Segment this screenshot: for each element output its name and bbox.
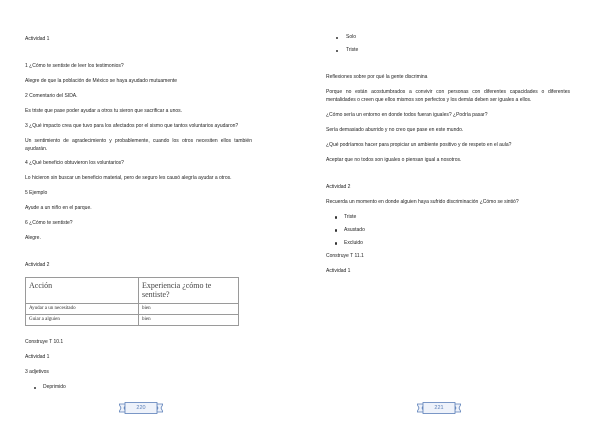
table-row (26, 315, 239, 326)
table-row (26, 304, 239, 315)
left-page-content (25, 36, 252, 397)
adjectives-list (25, 384, 252, 392)
construye-t-label: Construye T 10.1 (25, 339, 64, 346)
answer-2: Es triste que pase poder ayudar a otros tu sieron que sacrificar a unos. (25, 107, 183, 114)
table-cell-action: Guiar a alguien (26, 315, 139, 326)
right-page-content (326, 34, 570, 283)
answer-4: Lo hicieron sin buscar un beneficio material, pero de seguro les causó alegría ayudar a otros. (25, 175, 232, 182)
table-cell-feeling: bien (139, 315, 239, 326)
adjectives-list-continued (326, 34, 570, 55)
construye-t-label: Construye T 11.1 (326, 252, 364, 259)
answer-6: Alegre. (25, 235, 41, 242)
reflection-text: Porque no están acostumbrados a convivir con personas con diferentes capacidades o diferentes mentalidades o creen que ellos mismos son perfectos y los demás deben ser iguales a ellos. (326, 89, 570, 103)
activity-2-title: Actividad 2 (326, 183, 351, 190)
right-page (300, 0, 600, 424)
table-header-experience: Experiencia ¿cómo te sentiste? (139, 278, 239, 304)
list-item: Solo (326, 34, 570, 42)
experience-table (25, 277, 239, 326)
list-item: Deprimido (25, 384, 252, 392)
answer-5: Ayude a un niño en el parque. (25, 205, 92, 212)
activity-1b-title: Actividad 1 (25, 354, 50, 361)
question-classroom: ¿Qué podríamos hacer para propiciar un ambiente positivo y de respeto en el aula? (326, 141, 512, 148)
activity-2-title: Actividad 2 (25, 262, 50, 269)
page-number-ribbon (119, 401, 163, 415)
answer-1: Alegre de que la población de México se haya ayudado mutuamente (25, 77, 178, 84)
feelings-list (326, 214, 570, 248)
page-number: 220 (136, 405, 146, 411)
table-header-action: Acción (26, 278, 139, 304)
question-6: 6 ¿Cómo te sentiste? (25, 220, 73, 227)
table-cell-feeling: bien (139, 304, 239, 315)
question-4: 4 ¿Qué beneficio obtuvieron los voluntarios? (25, 160, 124, 167)
list-item: Excluido (326, 240, 570, 248)
adjectives-title: 3 adjetivos (25, 369, 49, 376)
question-2: 2 Comentario del SIDA. (25, 92, 78, 99)
page-number-ribbon (417, 401, 461, 415)
activity-1-title: Actividad 1 (326, 267, 351, 274)
table-cell-action: Ayudar a un necesitado (26, 304, 139, 315)
list-item: Triste (326, 214, 570, 222)
table-header-row (26, 278, 239, 304)
recall-question: Recuerda un momento en donde alguien haya sufrido discriminación ¿Cómo se sintió? (326, 198, 519, 205)
activity-1-title: Actividad 1 (25, 36, 50, 42)
answer-world: Sería demasiado aburrido y no creo que pase en este mundo. (326, 126, 464, 133)
page-number: 221 (434, 405, 444, 411)
question-1: 1 ¿Cómo te sentiste de leer los testimonios? (25, 62, 124, 69)
answer-3: Un sentimiento de agradecimiento y probablemente, cuando los otros necesiten ellos también ayudarán. (25, 137, 252, 152)
question-world: ¿Cómo sería un entorno en donde todos fueran iguales? ¿Podría pasar? (326, 111, 488, 118)
question-3: 3 ¿Qué impacto crea que tuvo para los afectados por el sismo que tantos voluntarios ayudaron? (25, 122, 239, 129)
reflection-title: Reflexiones sobre por qué la gente discrimina (326, 74, 428, 81)
answer-classroom: Aceptar que no todos son iguales o piensan igual a nosotros. (326, 156, 462, 163)
list-item: Asustado (326, 227, 570, 235)
list-item: Triste (326, 47, 570, 55)
question-5: 5 Ejemplo (25, 190, 48, 197)
